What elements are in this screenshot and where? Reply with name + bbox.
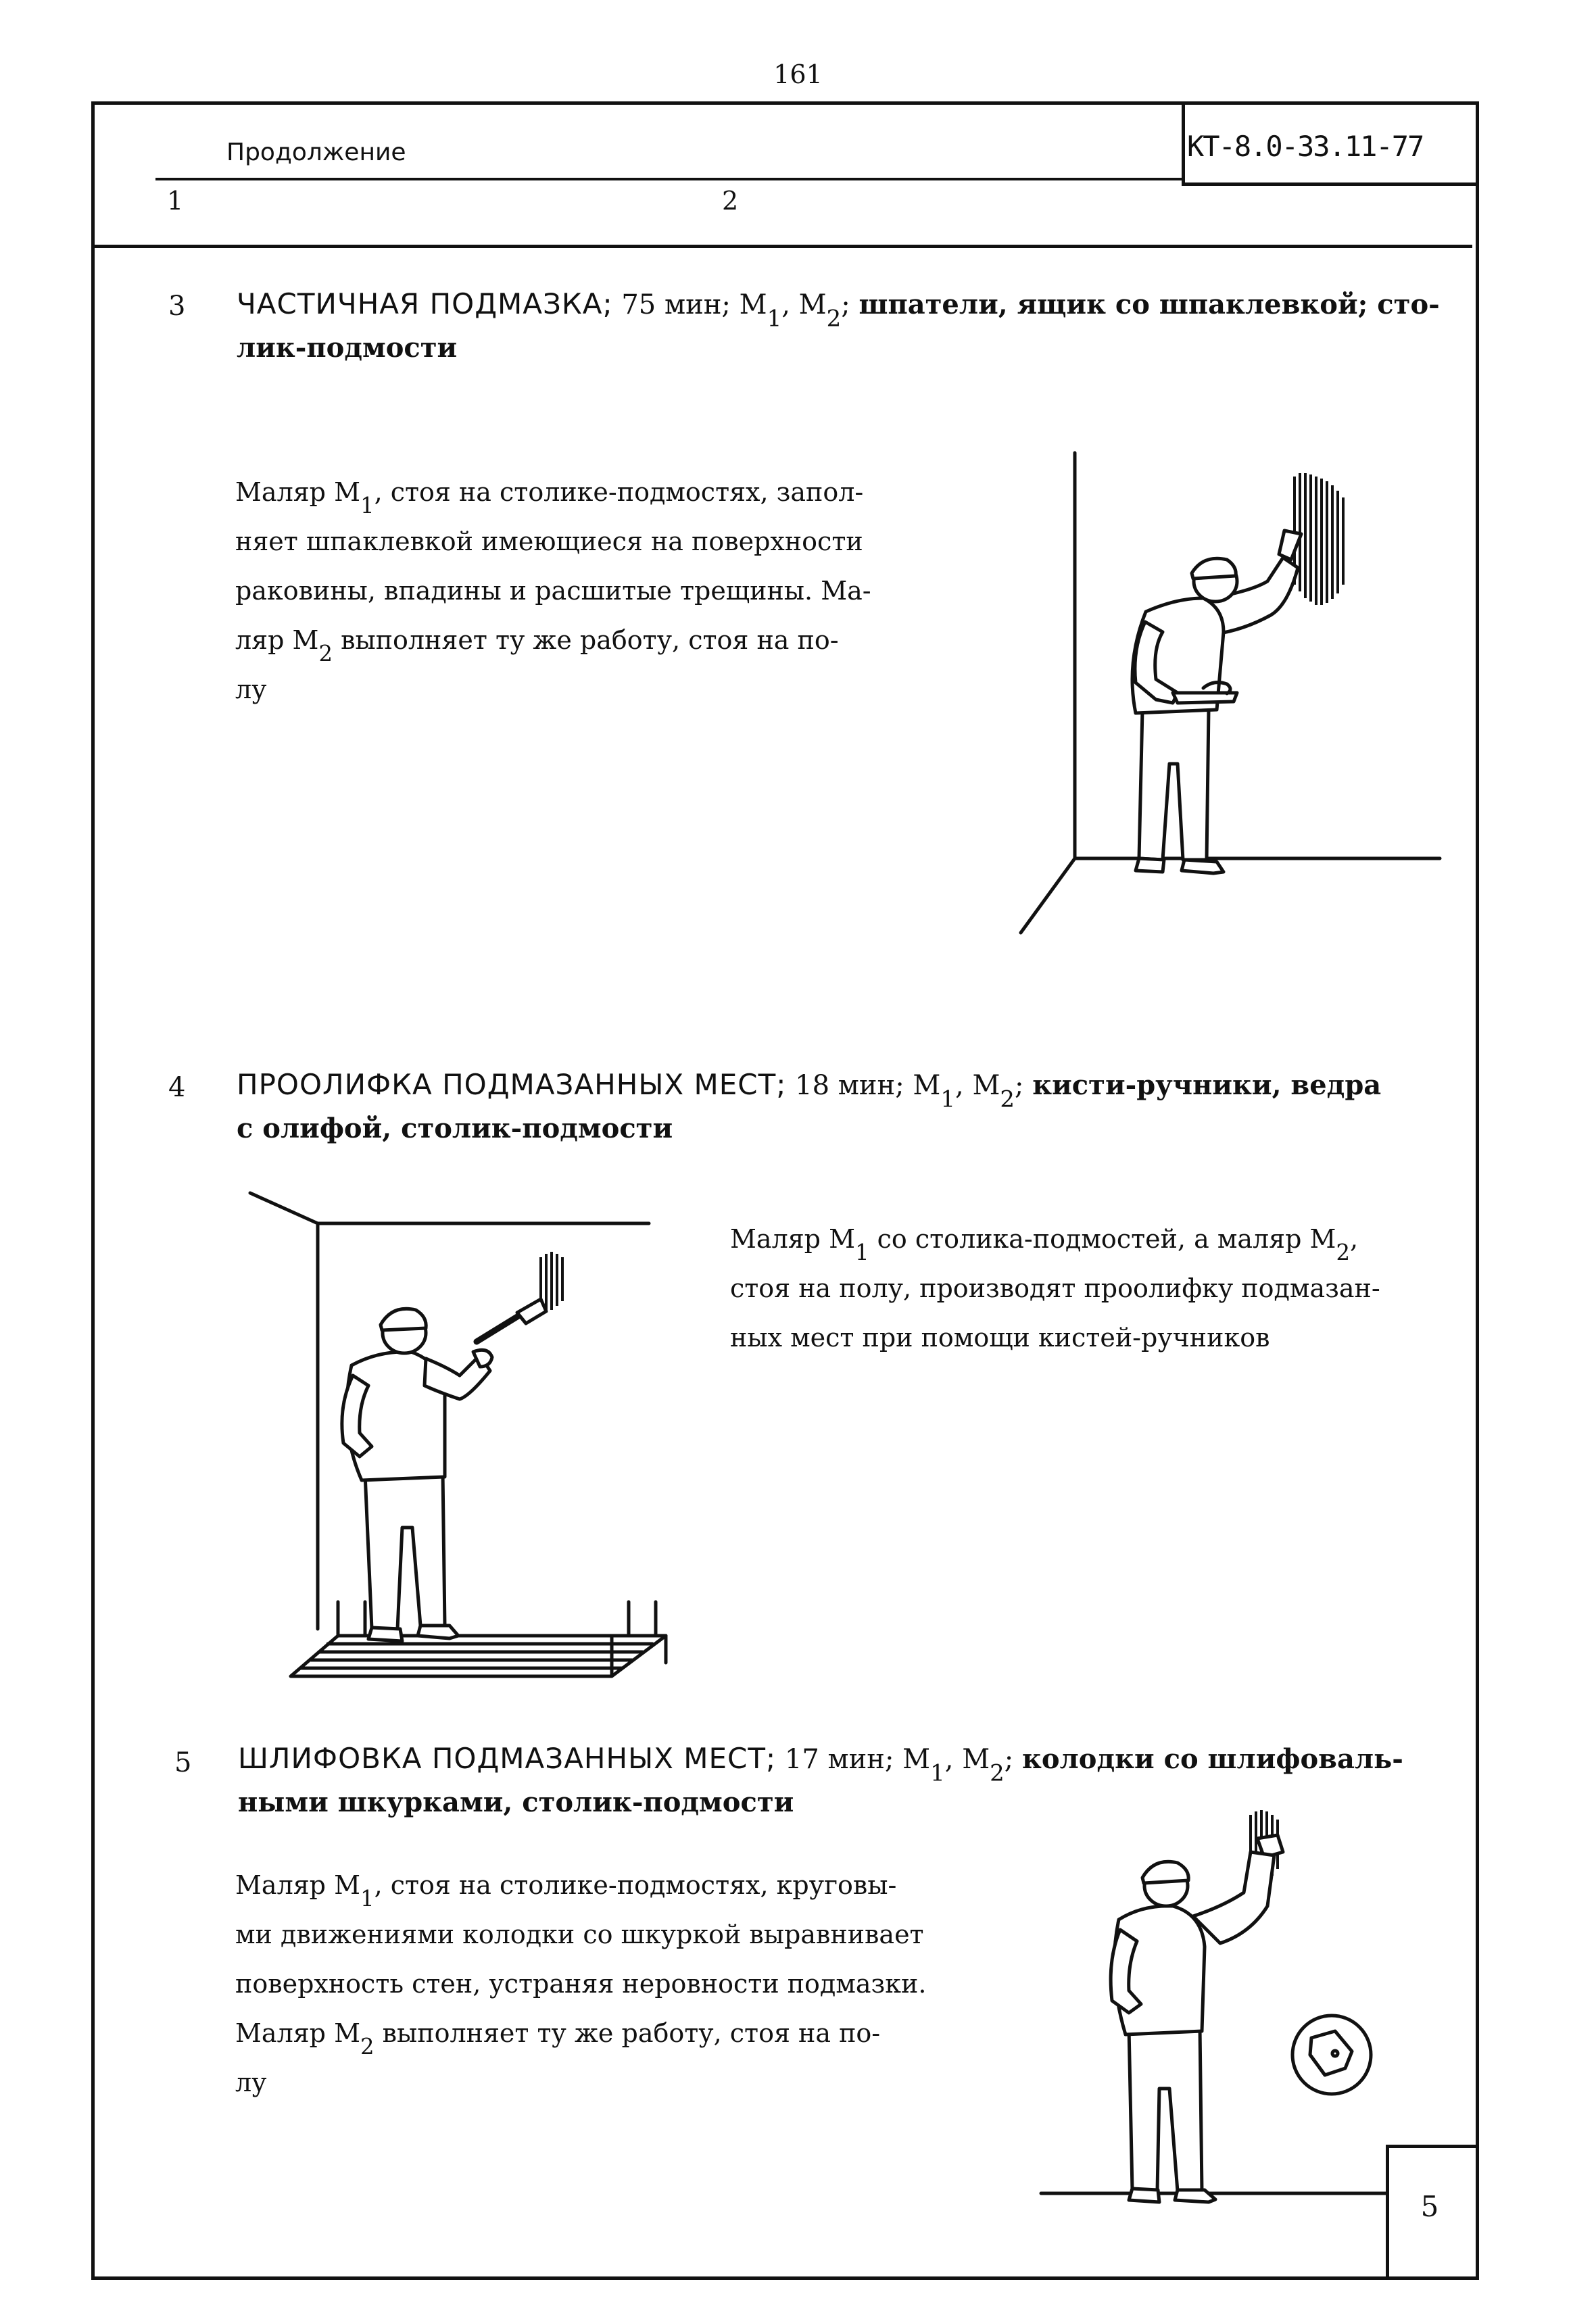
description-line: Маляр $М_2$ выполняет ту же работу, стоя на по-	[235, 2018, 881, 2060]
description-line: лу	[235, 675, 267, 704]
step-title: ПРООЛИФКА ПОДМАЗАННЫХ МЕСТ;	[237, 1068, 787, 1101]
worker-sanding-icon	[1027, 1798, 1393, 2237]
step-duration: 18 мин;	[795, 1070, 904, 1101]
description-line: лу	[235, 2068, 267, 2097]
document-code: КТ-8.0-33.11-77	[1187, 130, 1424, 163]
worker-on-scaffold-with-brush-icon	[243, 1190, 676, 1697]
page-number: 161	[773, 59, 823, 89]
column-header-divider	[95, 245, 1472, 248]
description-line: ми движениями колодки со шкуркой выравнивает	[235, 1920, 924, 1949]
step-title: ЧАСТИЧНАЯ ПОДМАЗКА;	[237, 287, 613, 320]
step-tools: кисти-ручники, ведра	[1032, 1069, 1382, 1101]
description-line: Маляр $М_1$, стоя на столике-подмостях, круговы-	[235, 1870, 897, 1911]
step-heading	[237, 1063, 1447, 1150]
description-line: стоя на полу, производят проолифку подмазан-	[730, 1273, 1380, 1303]
description-line: няет шпаклевкой имеющиеся на поверхности	[235, 527, 863, 556]
continued-label: Продолжение	[226, 139, 406, 166]
step-workers: $М_1$, $М_2$;	[913, 1070, 1024, 1113]
step-number: 4	[168, 1072, 186, 1103]
description-line: Маляр $М_1$, стоя на столике-подмостях, запол-	[235, 477, 864, 518]
step-duration: 17 мин;	[784, 1744, 894, 1775]
sheet-number: 5	[1420, 2190, 1439, 2223]
step-tools-cont: лик-подмости	[237, 332, 458, 364]
step-number: 5	[174, 1747, 192, 1778]
step-heading	[237, 283, 1447, 370]
step-description	[730, 1215, 1453, 1363]
header-divider	[155, 178, 1183, 180]
step-duration: 75 мин;	[621, 289, 731, 320]
step-workers: $М_1$, $М_2$;	[902, 1744, 1014, 1787]
description-line: ляр $М_2$ выполняет ту же работу, стоя на по-	[235, 625, 839, 666]
step-tools-cont: с олифой, столик-подмости	[237, 1113, 673, 1144]
step-tools-cont: ными шкурками, столик-подмости	[238, 1786, 794, 1818]
step-number: 3	[168, 291, 186, 322]
description-line: Маляр $М_1$ со столика-подмостей, а маляр $М_2$,	[730, 1224, 1359, 1265]
step-description	[235, 468, 965, 714]
worker-with-spatula-icon	[1000, 446, 1460, 953]
description-line: раковины, впадины и расшитые трещины. Ма-	[235, 576, 871, 606]
step-tools: колодки со шлифоваль-	[1022, 1743, 1403, 1775]
step-workers: $М_1$, $М_2$;	[739, 289, 850, 333]
step-title: ШЛИФОВКА ПОДМАЗАННЫХ МЕСТ;	[238, 1742, 777, 1775]
description-line: поверхность стен, устраняя неровности подмазки.	[235, 1969, 927, 1999]
description-line: ных мест при помощи кистей-ручников	[730, 1323, 1270, 1353]
step-description	[235, 1861, 992, 2107]
step-tools: шпатели, ящик со шпаклевкой; сто-	[859, 289, 1440, 320]
column-number-1: 1	[167, 186, 184, 216]
column-number-2: 2	[722, 186, 739, 216]
